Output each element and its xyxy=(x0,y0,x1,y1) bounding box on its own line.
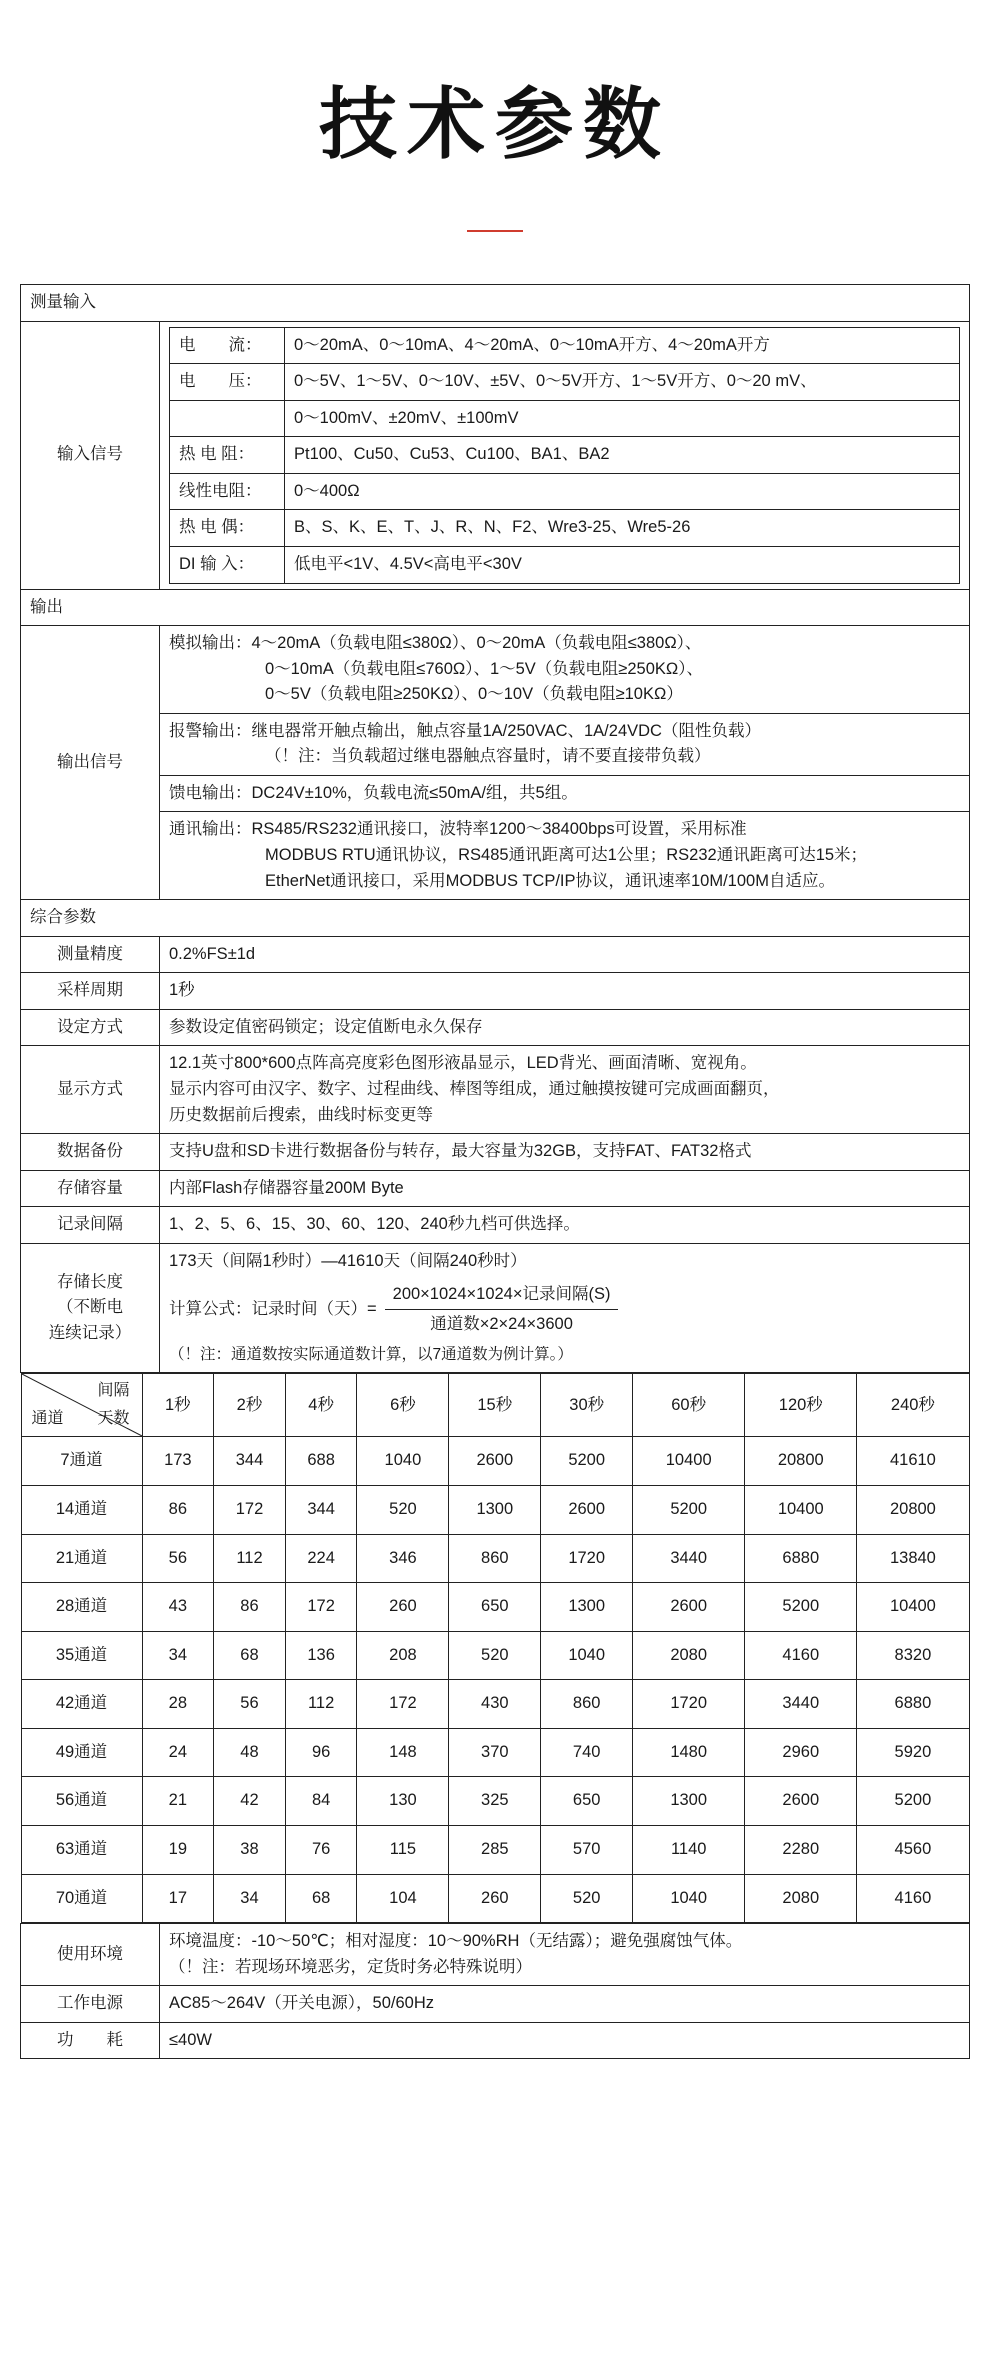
matrix-cell-value: 68 xyxy=(285,1874,357,1923)
matrix-col-header: 2秒 xyxy=(214,1374,286,1437)
matrix-col-header: 1秒 xyxy=(142,1374,214,1437)
table-row-interval xyxy=(21,1207,970,1244)
table-row xyxy=(21,1534,969,1583)
matrix-cell-value: 260 xyxy=(449,1874,541,1923)
input-signal-value: 0～5V、1～5V、0～10V、±5V、0～5V开方、1～5V开方、0～20 mV、 xyxy=(285,364,960,401)
output-analog-line-1: 模拟输出：4～20mA（负载电阻≤380Ω）、0～20mA（负载电阻≤380Ω）、 xyxy=(169,634,702,653)
label-storage: 存储容量 xyxy=(21,1170,160,1207)
matrix-cell-value: 1040 xyxy=(541,1631,633,1680)
output-comm-line-3: EtherNet通讯接口，采用MODBUS TCP/IP协议，通讯速率10M/100M自适应。 xyxy=(265,871,835,890)
table-row-accuracy xyxy=(21,936,970,973)
formula-numerator: 200×1024×1024×记录间隔(S) xyxy=(385,1282,619,1310)
matrix-row-label: 14通道 xyxy=(21,1486,142,1535)
matrix-row-label: 21通道 xyxy=(21,1534,142,1583)
matrix-cell-value: 208 xyxy=(357,1631,449,1680)
list-item xyxy=(170,473,960,510)
list-item xyxy=(170,546,960,583)
formula-prefix: 计算公式：记录时间（天）= xyxy=(169,1300,377,1319)
storage-length-label-line-3: 连续记录） xyxy=(48,1323,132,1342)
matrix-cell-value: 48 xyxy=(214,1728,286,1777)
storage-length-label-line-2: （不断电 xyxy=(57,1298,123,1317)
matrix-cell-value: 520 xyxy=(541,1874,633,1923)
value-storage: 内部Flash存储器容量200M Byte xyxy=(160,1170,970,1207)
matrix-col-header: 30秒 xyxy=(541,1374,633,1437)
matrix-col-header: 240秒 xyxy=(857,1374,969,1437)
matrix-cell-value: 28 xyxy=(142,1680,214,1729)
display-line-1: 12.1英寸800*600点阵高亮度彩色图形液晶显示，LED背光、画面清晰、宽视角。 xyxy=(169,1054,757,1073)
matrix-row-label: 63通道 xyxy=(21,1825,142,1874)
matrix-cell-value: 112 xyxy=(214,1534,286,1583)
table-row-output-analog xyxy=(21,626,970,714)
matrix-cell-value: 43 xyxy=(142,1583,214,1632)
matrix-col-header: 120秒 xyxy=(745,1374,857,1437)
matrix-col-header: 4秒 xyxy=(285,1374,357,1437)
matrix-cell-value: 76 xyxy=(285,1825,357,1874)
matrix-cell-value: 56 xyxy=(142,1534,214,1583)
table-row xyxy=(21,1825,969,1874)
matrix-cell-value: 2080 xyxy=(745,1874,857,1923)
list-item xyxy=(170,400,960,437)
label-output-signal: 输出信号 xyxy=(21,626,160,900)
matrix-cell-value: 173 xyxy=(142,1437,214,1486)
matrix-cell-value: 3440 xyxy=(633,1534,745,1583)
matrix-col-header: 60秒 xyxy=(633,1374,745,1437)
table-row-environment xyxy=(21,1924,970,1986)
table-row-matrix xyxy=(21,1373,970,1924)
matrix-row-label: 7通道 xyxy=(21,1437,142,1486)
matrix-cell-value: 1040 xyxy=(357,1437,449,1486)
environment-note: （！注：若现场环境恶劣，定货时务必特殊说明） xyxy=(169,1957,532,1976)
matrix-cell-value: 115 xyxy=(357,1825,449,1874)
formula-fraction xyxy=(385,1282,619,1337)
value-environment xyxy=(160,1924,970,1986)
input-signal-value: Pt100、Cu50、Cu53、Cu100、BA1、BA2 xyxy=(285,437,960,474)
table-row-output-comm xyxy=(21,812,970,900)
list-item xyxy=(170,510,960,547)
storage-length-range: 173天（间隔1秒时）—41610天（间隔240秒时） xyxy=(169,1251,527,1270)
matrix-col-header: 15秒 xyxy=(449,1374,541,1437)
input-signal-value: 0～20mA、0～10mA、4～20mA、0～10mA开方、4～20mA开方 xyxy=(285,327,960,364)
label-power: 工作电源 xyxy=(21,1986,160,2023)
matrix-cell-value: 344 xyxy=(214,1437,286,1486)
section-row-measure-input xyxy=(21,285,970,322)
table-row xyxy=(21,1486,969,1535)
value-storage-length xyxy=(160,1243,970,1373)
matrix-cell-value: 6880 xyxy=(745,1534,857,1583)
matrix-cell-value: 4560 xyxy=(857,1825,969,1874)
matrix-cell-value: 5200 xyxy=(745,1583,857,1632)
matrix-cell-value: 34 xyxy=(142,1631,214,1680)
matrix-cell-value: 5200 xyxy=(633,1486,745,1535)
label-setting: 设定方式 xyxy=(21,1009,160,1046)
output-comm-line-1: 通讯输出：RS485/RS232通讯接口，波特率1200～38400bps可设置，采用标准 xyxy=(169,820,747,839)
table-row-consumption xyxy=(21,2022,970,2059)
matrix-cell-value: 2600 xyxy=(745,1777,857,1826)
matrix-row-label: 35通道 xyxy=(21,1631,142,1680)
table-row-backup xyxy=(21,1134,970,1171)
value-input-signal xyxy=(160,321,970,589)
table-row-storage xyxy=(21,1170,970,1207)
matrix-cell-value: 56 xyxy=(214,1680,286,1729)
matrix-cell-value: 96 xyxy=(285,1728,357,1777)
matrix-col-header: 6秒 xyxy=(357,1374,449,1437)
value-interval: 1、2、5、6、15、30、60、120、240秒九档可供选择。 xyxy=(160,1207,970,1244)
page-title: 技术参数 xyxy=(318,80,671,170)
table-row-output-power xyxy=(21,775,970,812)
table-row xyxy=(21,1680,969,1729)
table-row-input-signal xyxy=(21,321,970,589)
matrix-row-label: 42通道 xyxy=(21,1680,142,1729)
list-item xyxy=(170,327,960,364)
list-item xyxy=(170,364,960,401)
label-storage-length xyxy=(21,1243,160,1373)
matrix-cell-value: 285 xyxy=(449,1825,541,1874)
matrix-row-label: 28通道 xyxy=(21,1583,142,1632)
matrix-cell-value: 650 xyxy=(449,1583,541,1632)
matrix-cell-value: 1300 xyxy=(449,1486,541,1535)
display-line-3: 历史数据前后搜索，曲线时标变更等 xyxy=(169,1105,433,1124)
label-backup: 数据备份 xyxy=(21,1134,160,1171)
matrix-cell-value: 260 xyxy=(357,1583,449,1632)
table-row-storage-length xyxy=(21,1243,970,1373)
matrix-cell-value: 136 xyxy=(285,1631,357,1680)
matrix-header-row xyxy=(21,1374,969,1437)
label-environment: 使用环境 xyxy=(21,1924,160,1986)
matrix-cell-value: 19 xyxy=(142,1825,214,1874)
table-row-power xyxy=(21,1986,970,2023)
output-analog-line-2: 0～10mA（负载电阻≤760Ω）、1～5V（负载电阻≥250KΩ）、 xyxy=(265,659,703,678)
matrix-cell-value: 172 xyxy=(357,1680,449,1729)
matrix-cell-value: 8320 xyxy=(857,1631,969,1680)
label-sampling: 采样周期 xyxy=(21,973,160,1010)
input-signal-key: 线性电阻： xyxy=(170,473,285,510)
input-signal-key: DI 输 入： xyxy=(170,546,285,583)
matrix-cell-value: 2280 xyxy=(745,1825,857,1874)
list-item xyxy=(170,437,960,474)
matrix-cell-value: 370 xyxy=(449,1728,541,1777)
matrix-cell-value: 2600 xyxy=(541,1486,633,1535)
table-row-sampling xyxy=(21,973,970,1010)
matrix-cell-value: 1720 xyxy=(541,1534,633,1583)
value-backup: 支持U盘和SD卡进行数据备份与转存，最大容量为32GB，支持FAT、FAT32格式 xyxy=(160,1134,970,1171)
matrix-cell-value: 430 xyxy=(449,1680,541,1729)
matrix-cell-value: 17 xyxy=(142,1874,214,1923)
section-row-output xyxy=(21,589,970,626)
matrix-cell-value: 325 xyxy=(449,1777,541,1826)
section-measure-input: 测量输入 xyxy=(21,285,970,322)
value-output-comm xyxy=(160,812,970,900)
matrix-cell-value: 41610 xyxy=(857,1437,969,1486)
label-display: 显示方式 xyxy=(21,1046,160,1134)
matrix-cell-value: 104 xyxy=(357,1874,449,1923)
matrix-cell-value: 344 xyxy=(285,1486,357,1535)
matrix-cell-value: 520 xyxy=(449,1631,541,1680)
output-comm-line-2: MODBUS RTU通讯协议，RS485通讯距离可达1公里；RS232通讯距离可达15米； xyxy=(265,846,868,864)
table-row xyxy=(21,1437,969,1486)
matrix-corner-header xyxy=(21,1374,142,1437)
storage-length-note: （！注：通道数按实际通道数计算，以7通道数为例计算。） xyxy=(169,1346,573,1364)
matrix-cell-value: 860 xyxy=(449,1534,541,1583)
table-row xyxy=(21,1728,969,1777)
matrix-cell-value: 2080 xyxy=(633,1631,745,1680)
table-row-setting xyxy=(21,1009,970,1046)
matrix-row-label: 56通道 xyxy=(21,1777,142,1826)
matrix-cell-value: 112 xyxy=(285,1680,357,1729)
matrix-cell xyxy=(21,1373,970,1924)
matrix-cell-value: 13840 xyxy=(857,1534,969,1583)
matrix-row-label: 49通道 xyxy=(21,1728,142,1777)
label-accuracy: 测量精度 xyxy=(21,936,160,973)
table-row xyxy=(21,1631,969,1680)
matrix-cell-value: 24 xyxy=(142,1728,214,1777)
storage-length-label-line-1: 存储长度 xyxy=(57,1272,123,1291)
matrix-cell-value: 5200 xyxy=(541,1437,633,1486)
input-signal-value: B、S、K、E、T、J、R、N、F2、Wre3-25、Wre5-26 xyxy=(285,510,960,547)
matrix-cell-value: 688 xyxy=(285,1437,357,1486)
label-interval: 记录间隔 xyxy=(21,1207,160,1244)
matrix-cell-value: 520 xyxy=(357,1486,449,1535)
matrix-cell-value: 20800 xyxy=(745,1437,857,1486)
matrix-cell-value: 4160 xyxy=(745,1631,857,1680)
matrix-corner-channel: 通道 xyxy=(31,1409,64,1427)
matrix-cell-value: 172 xyxy=(214,1486,286,1535)
matrix-row-label: 70通道 xyxy=(21,1874,142,1923)
storage-length-formula xyxy=(169,1282,960,1337)
matrix-cell-value: 1480 xyxy=(633,1728,745,1777)
matrix-cell-value: 860 xyxy=(541,1680,633,1729)
matrix-cell-value: 6880 xyxy=(857,1680,969,1729)
matrix-cell-value: 42 xyxy=(214,1777,286,1826)
matrix-cell-value: 346 xyxy=(357,1534,449,1583)
matrix-cell-value: 38 xyxy=(214,1825,286,1874)
matrix-cell-value: 1300 xyxy=(633,1777,745,1826)
value-output-power: 馈电输出：DC24V±10%，负载电流≤50mA/组，共5组。 xyxy=(160,775,970,812)
matrix-cell-value: 21 xyxy=(142,1777,214,1826)
matrix-cell-value: 3440 xyxy=(745,1680,857,1729)
value-power: AC85～264V（开关电源），50/60Hz xyxy=(160,1986,970,2023)
matrix-cell-value: 1720 xyxy=(633,1680,745,1729)
matrix-cell-value: 224 xyxy=(285,1534,357,1583)
label-input-signal: 输入信号 xyxy=(21,321,160,589)
matrix-cell-value: 570 xyxy=(541,1825,633,1874)
matrix-cell-value: 1140 xyxy=(633,1825,745,1874)
spec-table-wrapper xyxy=(20,284,970,2059)
matrix-cell-value: 1300 xyxy=(541,1583,633,1632)
matrix-cell-value: 5920 xyxy=(857,1728,969,1777)
matrix-cell-value: 10400 xyxy=(633,1437,745,1486)
matrix-cell-value: 130 xyxy=(357,1777,449,1826)
value-sampling: 1秒 xyxy=(160,973,970,1010)
matrix-cell-value: 2960 xyxy=(745,1728,857,1777)
table-row-output-alarm xyxy=(21,713,970,775)
section-general: 综合参数 xyxy=(21,900,970,937)
matrix-cell-value: 68 xyxy=(214,1631,286,1680)
matrix-cell-value: 20800 xyxy=(857,1486,969,1535)
input-signal-value: 0～100mV、±20mV、±100mV xyxy=(285,400,960,437)
matrix-cell-value: 84 xyxy=(285,1777,357,1826)
input-signal-list xyxy=(169,327,960,584)
matrix-cell-value: 650 xyxy=(541,1777,633,1826)
input-signal-key: 电 压： xyxy=(170,364,285,401)
matrix-cell-value: 86 xyxy=(214,1583,286,1632)
matrix-cell-value: 2600 xyxy=(633,1583,745,1632)
value-setting: 参数设定值密码锁定；设定值断电永久保存 xyxy=(160,1009,970,1046)
input-signal-value: 0～400Ω xyxy=(285,473,960,510)
value-display xyxy=(160,1046,970,1134)
output-alarm-note: （！注：当负载超过继电器触点容量时，请不要直接带负载） xyxy=(265,747,711,766)
matrix-cell-value: 5200 xyxy=(857,1777,969,1826)
matrix-corner-days: 天数 xyxy=(97,1409,130,1427)
environment-line-1: 环境温度：-10～50℃；相对湿度：10～90%RH（无结露）；避免强腐蚀气体。 xyxy=(169,1932,743,1951)
label-consumption: 功 耗 xyxy=(21,2022,160,2059)
value-accuracy: 0.2%FS±1d xyxy=(160,936,970,973)
input-signal-value: 低电平<1V、4.5V<高电平<30V xyxy=(285,546,960,583)
matrix-cell-value: 34 xyxy=(214,1874,286,1923)
matrix-cell-value: 148 xyxy=(357,1728,449,1777)
input-signal-key xyxy=(170,400,285,437)
matrix-cell-value: 86 xyxy=(142,1486,214,1535)
spec-table xyxy=(20,284,970,2059)
display-line-2: 显示内容可由汉字、数字、过程曲线、棒图等组成，通过触摸按键可完成画面翻页， xyxy=(169,1079,780,1098)
matrix-cell-value: 740 xyxy=(541,1728,633,1777)
value-output-analog xyxy=(160,626,970,714)
matrix-cell-value: 1040 xyxy=(633,1874,745,1923)
input-signal-key: 热 电 偶： xyxy=(170,510,285,547)
matrix-cell-value: 4160 xyxy=(857,1874,969,1923)
matrix-cell-value: 10400 xyxy=(857,1583,969,1632)
table-row-display xyxy=(21,1046,970,1134)
storage-length-matrix xyxy=(21,1373,970,1923)
value-consumption: ≤40W xyxy=(160,2022,970,2059)
table-row xyxy=(21,1874,969,1923)
section-output: 输出 xyxy=(21,589,970,626)
section-row-general xyxy=(21,900,970,937)
formula-denominator: 通道数×2×24×3600 xyxy=(430,1314,573,1333)
table-row xyxy=(21,1583,969,1632)
table-row xyxy=(21,1777,969,1826)
value-output-alarm xyxy=(160,713,970,775)
title-underline-rule xyxy=(467,230,523,232)
matrix-cell-value: 2600 xyxy=(449,1437,541,1486)
matrix-cell-value: 172 xyxy=(285,1583,357,1632)
matrix-cell-value: 10400 xyxy=(745,1486,857,1535)
input-signal-key: 电 流： xyxy=(170,327,285,364)
output-alarm-line-1: 报警输出：继电器常开触点输出，触点容量1A/250VAC、1A/24VDC（阻性负载） xyxy=(169,721,761,740)
input-signal-key: 热 电 阻： xyxy=(170,437,285,474)
matrix-corner-interval: 间隔 xyxy=(97,1382,130,1400)
output-analog-line-3: 0～5V（负载电阻≥250KΩ）、0～10V（负载电阻≥10KΩ） xyxy=(265,685,683,704)
